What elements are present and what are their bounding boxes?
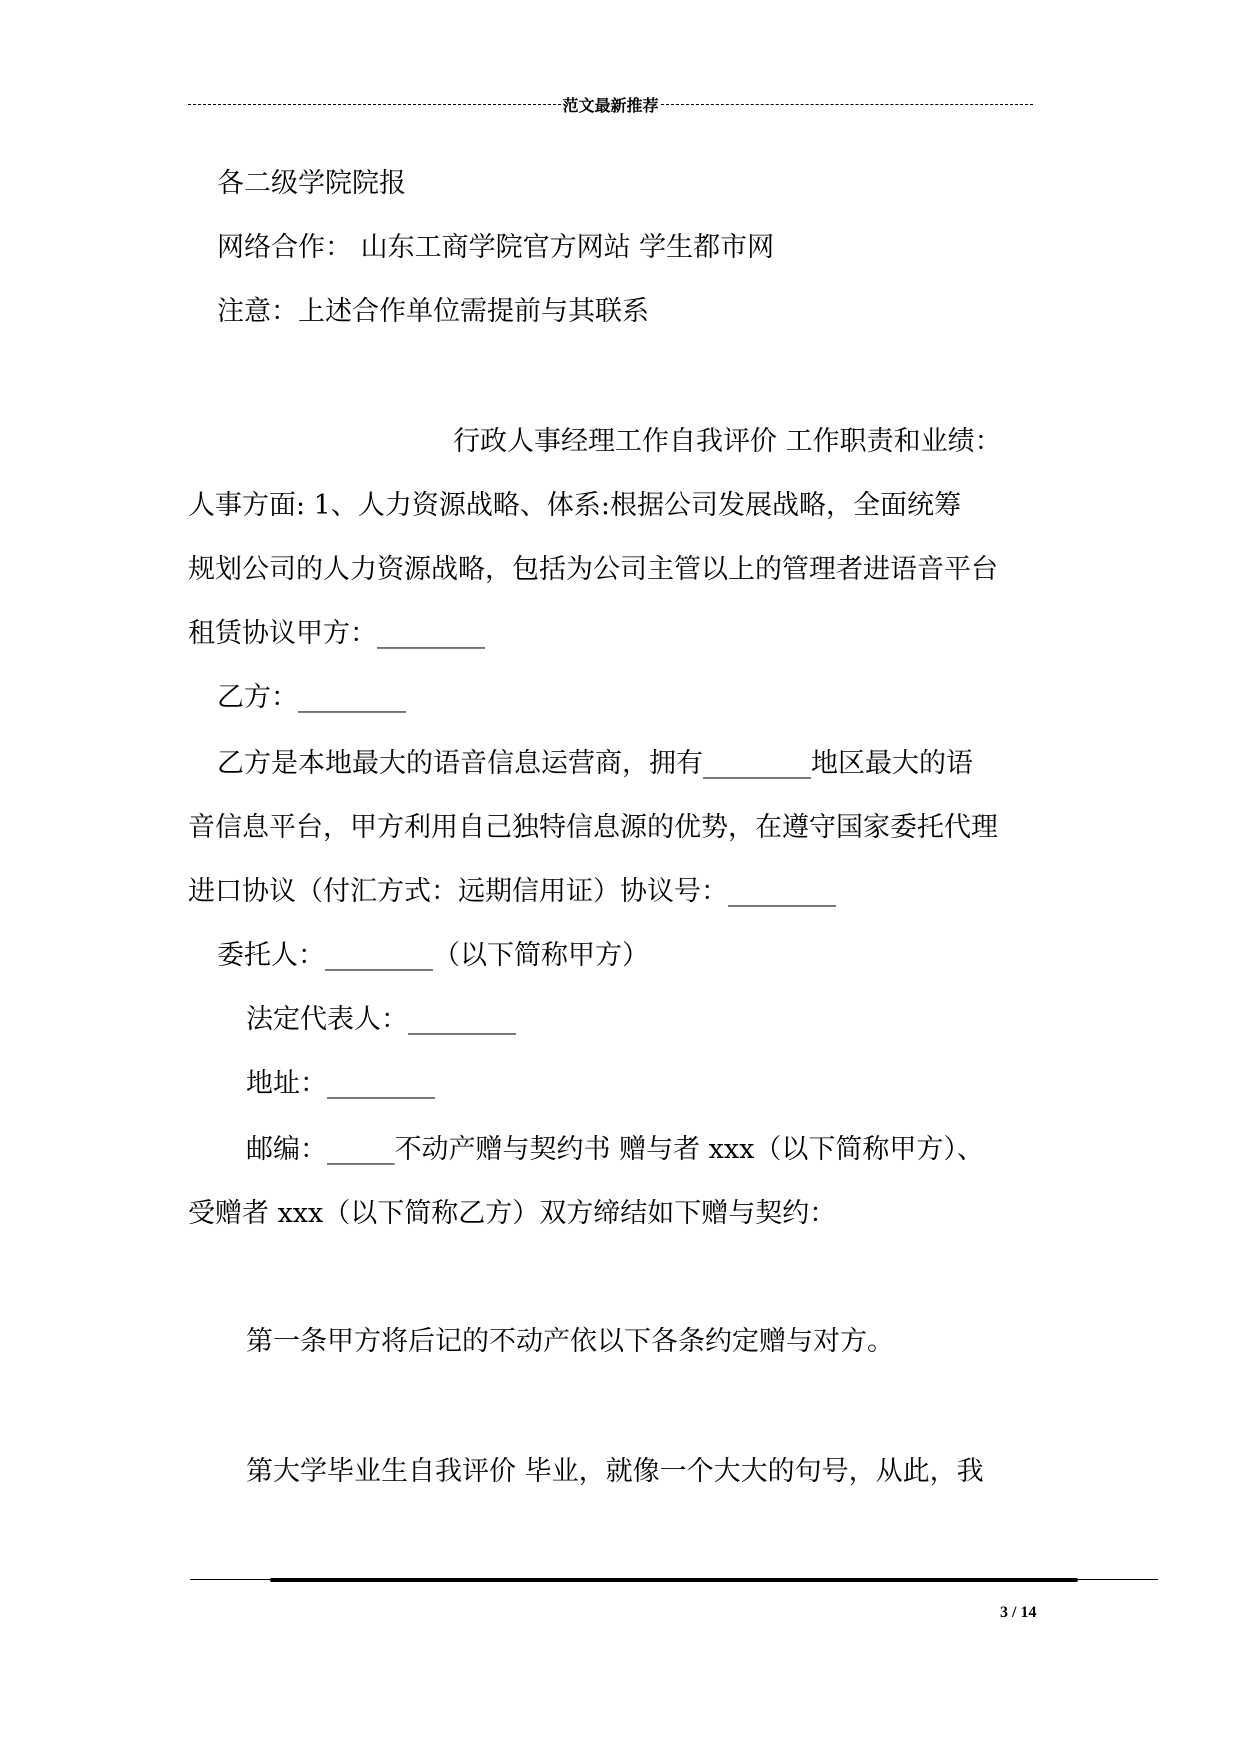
text-line: 租赁协议甲方：________ <box>188 618 485 649</box>
text-line: 进口协议（付汇方式：远期信用证）协议号：________ <box>188 876 836 907</box>
header-title: 范文最新推荐 <box>562 95 659 115</box>
text-line: 邮编：_____不动产赠与契约书 赠与者 xxx（以下简称甲方）、 <box>246 1134 984 1165</box>
text-line: 各二级学院院报 <box>217 168 406 199</box>
footer-rule <box>190 1578 1158 1581</box>
text-line: 委托人：________（以下简称甲方） <box>217 940 649 971</box>
text-line: 音信息平台，甲方利用自己独特信息源的优势，在遵守国家委托代理 <box>188 812 998 843</box>
text-line: 第大学毕业生自我评价 毕业，就像一个大大的句号，从此，我 <box>246 1456 984 1487</box>
text-line: 乙方：________ <box>217 682 406 713</box>
page-header <box>188 92 1033 116</box>
text-line: 网络合作： 山东工商学院官方网站 学生都市网 <box>217 232 775 263</box>
header-dash-right <box>661 104 1034 105</box>
footer-rule-thick <box>270 1578 1078 1582</box>
text-line: 第一条甲方将后记的不动产依以下各条约定赠与对方。 <box>246 1326 894 1357</box>
text-line: 乙方是本地最大的语音信息运营商，拥有________地区最大的语 <box>217 748 973 779</box>
page-number: 3 / 14 <box>1000 1604 1037 1621</box>
header-dash-left <box>188 104 561 105</box>
text-line: 地址：________ <box>246 1068 435 1099</box>
text-line: 注意：上述合作单位需提前与其联系 <box>217 296 649 327</box>
text-line: 受赠者 xxx（以下简称乙方）双方缔结如下赠与契约： <box>188 1198 837 1229</box>
text-line: 法定代表人：________ <box>246 1004 516 1035</box>
text-line: 行政人事经理工作自我评价 工作职责和业绩： <box>453 426 1002 457</box>
text-line: 规划公司的人力资源战略，包括为公司主管以上的管理者进语音平台 <box>188 554 998 585</box>
text-line: 人事方面: 1、人力资源战略、体系:根据公司发展战略，全面统筹 <box>188 490 961 521</box>
